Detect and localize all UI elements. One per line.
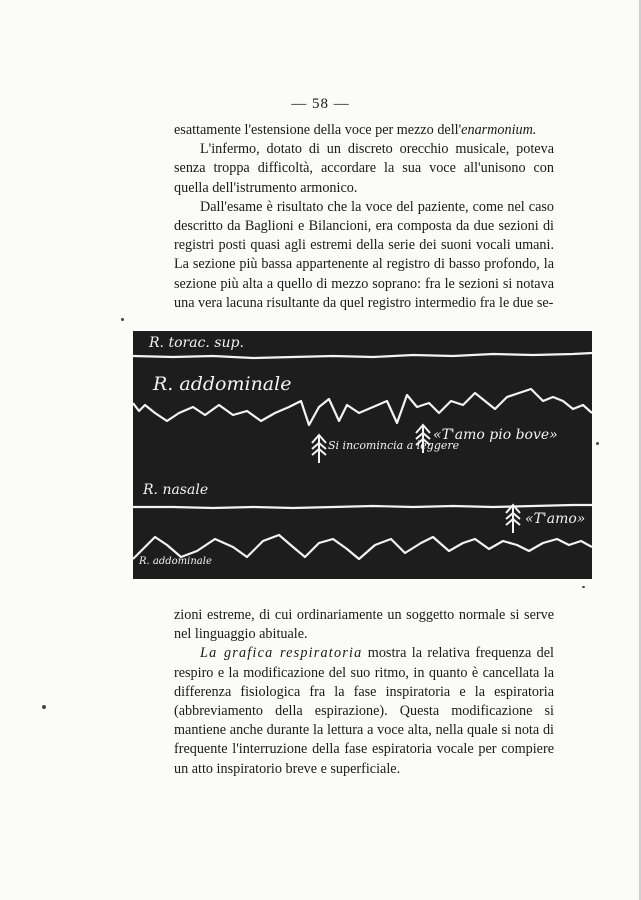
event-arrow-1: [312, 435, 326, 463]
respiratory-tracing-figure: [133, 331, 592, 579]
nasal-trace: [133, 505, 592, 508]
paragraph-continuation-text: esattamente l'estensione della voce per mezzo dell': [174, 122, 462, 138]
paragraph-voice-registers: Dall'esame è risultato che la voce del paziente, come nel caso descritto da Baglioni e Bilancioni, era composta da due sezioni di registri posti quasi agli estremi della serie dei suoni vocali umani. La sezione più bassa appartenente al registro di basso profondo, la sezione più alta a quello di mezzo soprano: fra le sezioni si notava una vera lacuna risultante da quel registro intermedio fra le due se-: [174, 198, 554, 311]
label-abdominal: R. addominale: [153, 373, 292, 395]
tracing-svg: [133, 331, 592, 579]
term-grafica-respiratoria: La grafica respiratoria: [200, 645, 363, 662]
label-tamo: «T'amo»: [525, 511, 586, 527]
print-speck: [582, 586, 585, 588]
paragraph-respiratory-text: mostra la relativa frequenza del respiro e la modificazione del suo ritmo, in quanto è cancellata la differenza fisiologica fra la fase inspiratoria e la espiratoria (abbreviamento della espirazione). Questa modificazione si mantiene anche durante la lettura a voce alta, nella quale si nota di frequente l'interruzione della fase espiratoria vocale per compiere un atto inspiratorio breve e superficiale.: [174, 645, 554, 777]
label-thoracic: R. torac. sup.: [149, 335, 244, 351]
thoracic-trace: [133, 353, 592, 358]
paragraph-continuation: [174, 121, 554, 140]
paragraph-respiratory-graph: [174, 644, 554, 778]
text-block-bottom: [174, 606, 554, 779]
event-arrow-3: [506, 505, 520, 533]
label-nasal: R. nasale: [143, 482, 209, 498]
print-speck: [42, 705, 46, 709]
paragraph-patient-ear: L'infermo, dotato di un discreto orecchio musicale, poteva senza troppa difficoltà, accordare la sua voce all'unisono con quella dell'istrumento armonico.: [174, 141, 554, 196]
page-number: — 58 —: [291, 96, 350, 112]
paragraph-extreme-sections: zioni estreme, di cui ordinariamente un soggetto normale si serve nel linguaggio abituale.: [174, 607, 554, 643]
print-speck: [121, 318, 124, 321]
label-tamo-pio-bove: «T'amo pio bove»: [433, 427, 558, 443]
label-start-reading: Si incomincia a leggere: [328, 439, 460, 452]
label-bottom-abdominal: R. addominale: [139, 556, 212, 567]
print-speck: [596, 442, 599, 445]
term-enarmonium: enarmonium.: [461, 122, 537, 138]
text-block-top: [174, 121, 554, 313]
